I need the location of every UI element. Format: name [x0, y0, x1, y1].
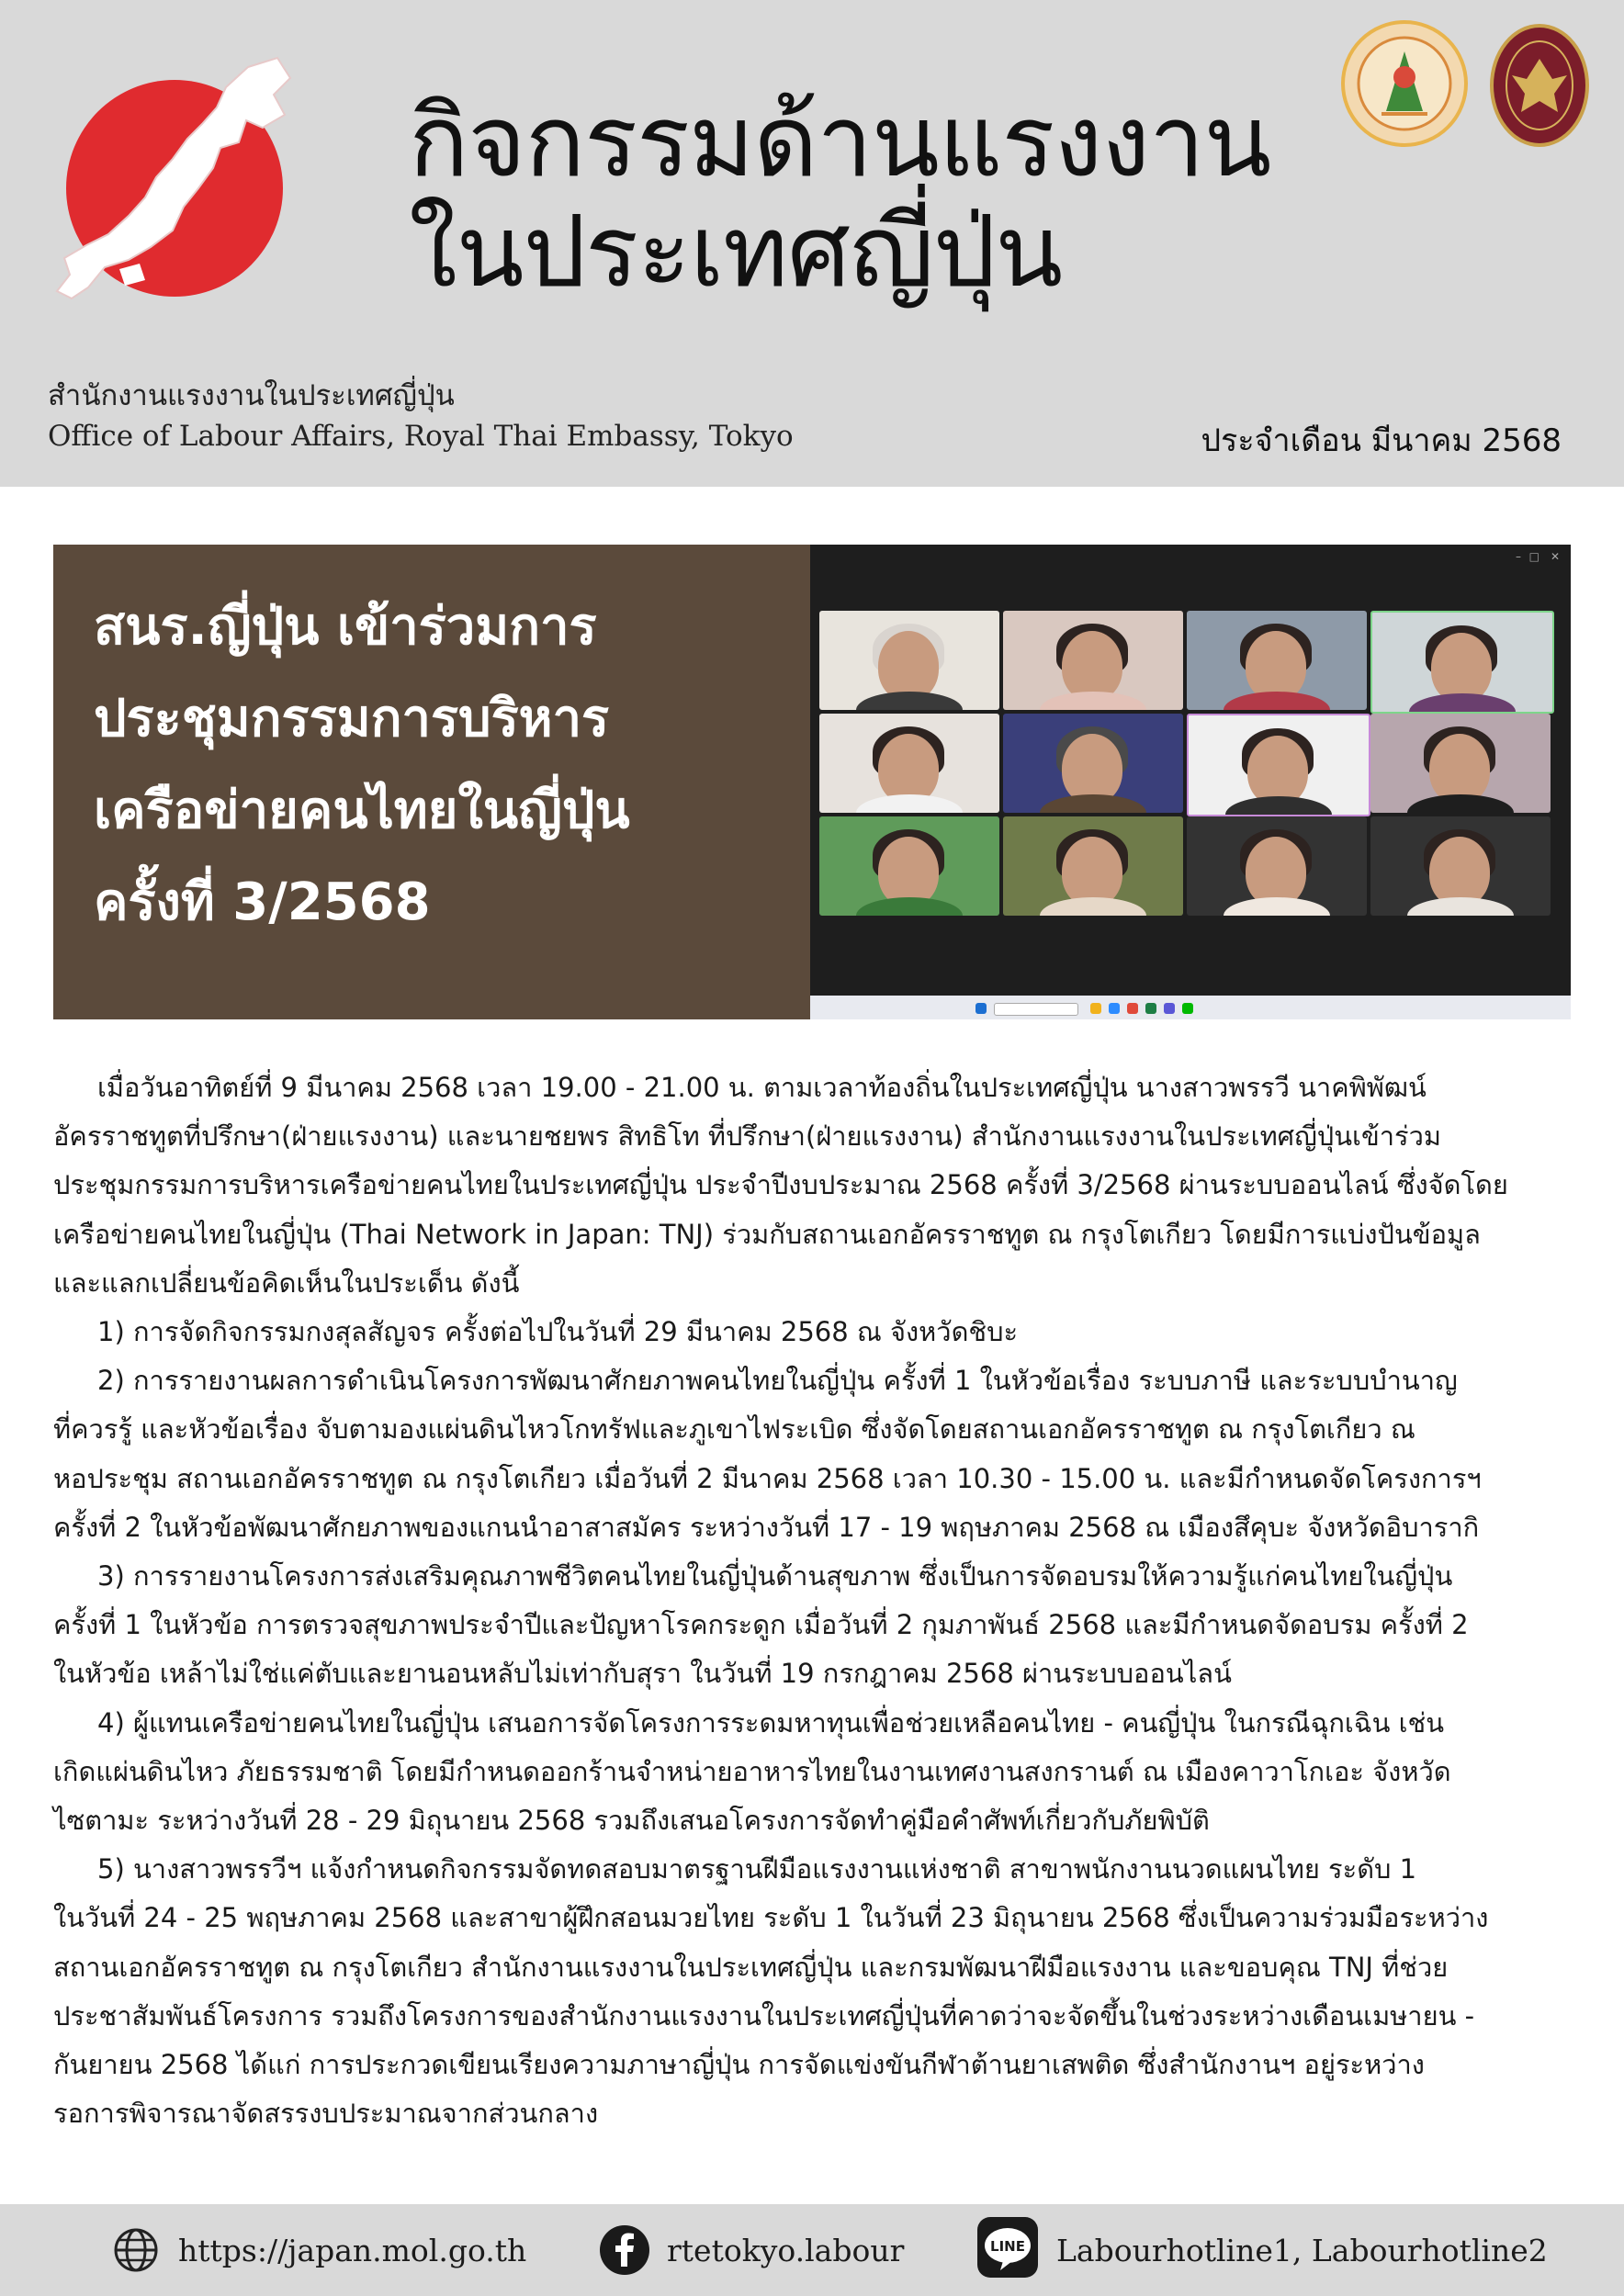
article-line: 2) การรายงานผลการดำเนินโครงการพัฒนาศักยภาพคนไทยในญี่ปุ่น ครั้งที่ 1 ในหัวข้อเรื่อง ระบบภาษี และระบบบำนาญ: [97, 1365, 1458, 1397]
participant-tile: [1187, 816, 1367, 916]
app-icon: [1182, 1003, 1193, 1014]
facebook-icon: [599, 2224, 650, 2276]
article-line: ที่ควรรู้ และหัวข้อเรื่อง จับตามองแผ่นดินไหวโกทรัฟและภูเขาไฟระเบิด ซึ่งจัดโดยสถานเอกอัครราชทูต ณ กรุงโตเกียว ณ: [53, 1413, 1415, 1446]
article-line: ครั้งที่ 1 ในหัวข้อ การตรวจสุขภาพประจำปีและปัญหาโรคกระดูก เมื่อวันที่ 2 กุมภาพันธ์ 2568 และมีกำหนดจัดอบรม ครั้งที่ 2: [53, 1609, 1469, 1641]
footer-facebook[interactable]: [599, 2224, 904, 2276]
participant-tile: [1003, 611, 1183, 710]
article-line: ไซตามะ ระหว่างวันที่ 28 - 29 มิถุนายน 2568 รวมถึงเสนอโครงการจัดทำคู่มือคำศัพท์เกี่ยวกับภัยพิบัติ: [53, 1805, 1210, 1837]
minimize-icon: –: [1516, 550, 1521, 563]
article-line: ครั้งที่ 2 ในหัวข้อพัฒนาศักยภาพของแกนนำอาสาสมัคร ระหว่างวันที่ 17 - 19 พฤษภาคม 2568 ณ เมืองสึคุบะ จังหวัดอิบารากิ: [53, 1511, 1480, 1543]
article-line: ในวันที่ 24 - 25 พฤษภาคม 2568 และสาขาผู้ฝึกสอนมวยไทย ระดับ 1 ในวันที่ 23 มิถุนายน 2568 ซึ่งเป็นความร่วมมือระหว่าง: [53, 1902, 1489, 1934]
article-line: 4) ผู้แทนเครือข่ายคนไทยในญี่ปุ่น เสนอการจัดโครงการระดมหาทุนเพื่อช่วยเหลือคนไทย - คนญี่ปุ่น ในกรณีฉุกเฉิน เช่น: [97, 1706, 1445, 1739]
app-icon: [1090, 1003, 1101, 1014]
article-line: เมื่อวันอาทิตย์ที่ 9 มีนาคม 2568 เวลา 19.00 - 21.00 น. ตามเวลาท้องถิ่นในประเทศญี่ปุ่น นางสาวพรรวี นาคพิพัฒน์: [97, 1072, 1427, 1103]
issue-month: ประจำเดือน มีนาคม 2568: [1201, 422, 1562, 459]
globe-icon: [110, 2224, 162, 2276]
participant-tile: [1370, 714, 1551, 813]
feature-title-line: สนร.ญี่ปุ่น เข้าร่วมการ: [94, 597, 597, 657]
org-name-english: Office of Labour Affairs, Royal Thai Embassy, Tokyo: [48, 420, 794, 453]
article-line: 5) นางสาวพรรวีฯ แจ้งกำหนดกิจกรรมจัดทดสอบมาตรฐานฝีมือแรงงานแห่งชาติ สาขาพนักงานนวดแผนไทย ระดับ 1: [97, 1853, 1417, 1885]
article-body: [53, 1064, 1578, 2138]
feature-title-line: เครือข่ายคนไทยในญี่ปุ่น: [94, 781, 630, 840]
title-line-2: ในประเทศญี่ปุ่น: [409, 195, 1063, 310]
participant-tile: [819, 611, 999, 710]
online-meeting-screenshot: [810, 545, 1571, 1019]
facebook-link[interactable]: rtetokyo.labour: [667, 2232, 905, 2268]
article-line: ประชาสัมพันธ์โครงการ รวมถึงโครงการของสำนักงานแรงงานในประเทศญี่ปุ่นที่คาดว่าจะจัดขึ้นในช่วงระหว่างเดือนเมษายน -: [53, 1999, 1475, 2032]
taskbar-search-icon: [994, 1003, 1078, 1016]
app-icon: [1164, 1003, 1175, 1014]
line-badge-text: LINE: [990, 2237, 1025, 2255]
org-name-thai: สำนักงานแรงงานในประเทศญี่ปุ่น: [48, 379, 455, 412]
feature-title-line: ประชุมกรรมการบริหาร: [94, 689, 610, 748]
footer-website[interactable]: [110, 2224, 526, 2276]
title-line-1: กิจกรรมด้านแรงงาน: [409, 84, 1271, 199]
footer-line[interactable]: [976, 2224, 1548, 2276]
article-line: หอประชุม สถานเอกอัครราชทูต ณ กรุงโตเกียว เมื่อวันที่ 2 มีนาคม 2568 เวลา 10.30 - 15.00 น. และมีกำหนดจัดโครงการฯ: [53, 1462, 1482, 1494]
feature-title: [94, 581, 792, 949]
participant-tile: [1187, 611, 1367, 710]
article-line: 3) การรายงานโครงการส่งเสริมคุณภาพชีวิตคนไทยในญี่ปุ่นด้านสุขภาพ ซึ่งเป็นการจัดอบรมให้ความรู้แก่คนไทยในญี่ปุ่น: [97, 1560, 1453, 1593]
ministry-seal-logo: [1341, 20, 1468, 147]
participant-tile: [1187, 714, 1370, 816]
article-line: ในหัวข้อ เหล้าไม่ใช่แค่ตับและยานอนหลับไม่เท่ากับสุรา ในวันที่ 19 กรกฎาคม 2568 ผ่านระบบออนไลน์: [53, 1658, 1232, 1690]
embassy-seal-logo: [1490, 24, 1589, 147]
app-icon: [1145, 1003, 1156, 1014]
article-line: และแลกเปลี่ยนข้อคิดเห็นในประเด็น ดังนี้: [53, 1266, 520, 1299]
participant-tile: [1370, 816, 1551, 916]
article-line: เกิดแผ่นดินไหว ภัยธรรมชาติ โดยมีกำหนดออกร้านจำหน่ายอาหารไทยในงานเทศงานสงกรานต์ ณ เมืองคาวาโกเอะ จังหวัด: [53, 1755, 1451, 1787]
article-line: สถานเอกอัครราชทูต ณ กรุงโตเกียว สำนักงานแรงงานในประเทศญี่ปุ่น และกรมพัฒนาฝีมือแรงงาน และขอบคุณ TNJ ที่ช่วย: [53, 1951, 1449, 1983]
line-icon: [976, 2215, 1040, 2279]
japan-map-logo: [37, 51, 312, 326]
participant-tile: [819, 816, 999, 916]
participant-tile: [1003, 816, 1183, 916]
participant-tile: [819, 714, 999, 813]
participant-tile: [1370, 611, 1554, 714]
maximize-icon: □: [1528, 550, 1539, 563]
app-icon: [1109, 1003, 1120, 1014]
article-line: รอการพิจารณาจัดสรรงบประมาณจากส่วนกลาง: [53, 2098, 599, 2130]
feature-title-line: ครั้งที่ 3/2568: [94, 872, 431, 932]
article-line: กันยายน 2568 ได้แก่ การประกวดเขียนเรียงความภาษาญี่ปุ่น การจัดแข่งขันกีฬาต้านยาเสพติด ซึ่งสำนักงานฯ อยู่ระหว่าง: [53, 2049, 1425, 2081]
page-header: [0, 0, 1624, 487]
close-icon: ✕: [1550, 550, 1560, 563]
article-line: 1) การจัดกิจกรรมกงสุลสัญจร ครั้งต่อไปในวันที่ 29 มีนาคม 2568 ณ จังหวัดชิบะ: [97, 1316, 1019, 1348]
website-link[interactable]: https://japan.mol.go.th: [178, 2232, 527, 2268]
page-footer: [0, 2204, 1624, 2296]
article-line: ประชุมกรรมการบริหารเครือข่ายคนไทยในประเทศญี่ปุ่น ประจำปีงบประมาณ 2568 ครั้งที่ 3/2568 ผ่านระบบออนไลน์ ซึ่งจัดโดย: [53, 1169, 1508, 1201]
article-line: อัครราชทูตที่ปรึกษา(ฝ่ายแรงงาน) และนายชยพร สิทธิโท ที่ปรึกษา(ฝ่ายแรงงาน) สำนักงานแรงงานในประเทศญี่ปุ่นเข้าร่วม: [53, 1120, 1442, 1153]
start-icon: [976, 1003, 987, 1014]
header-title: [409, 84, 1271, 310]
feature-title-box: [53, 545, 810, 1019]
article-line: เครือข่ายคนไทยในญี่ปุ่น (Thai Network in Japan: TNJ) ร่วมกับสถานเอกอัครราชทูต ณ กรุงโตเกียว โดยมีการแบ่งปันข้อมูล: [53, 1218, 1481, 1250]
line-ids[interactable]: Labourhotline1, Labourhotline2: [1056, 2232, 1548, 2268]
windows-taskbar: [810, 996, 1571, 1019]
app-icon: [1127, 1003, 1138, 1014]
participant-tile: [1003, 714, 1183, 813]
